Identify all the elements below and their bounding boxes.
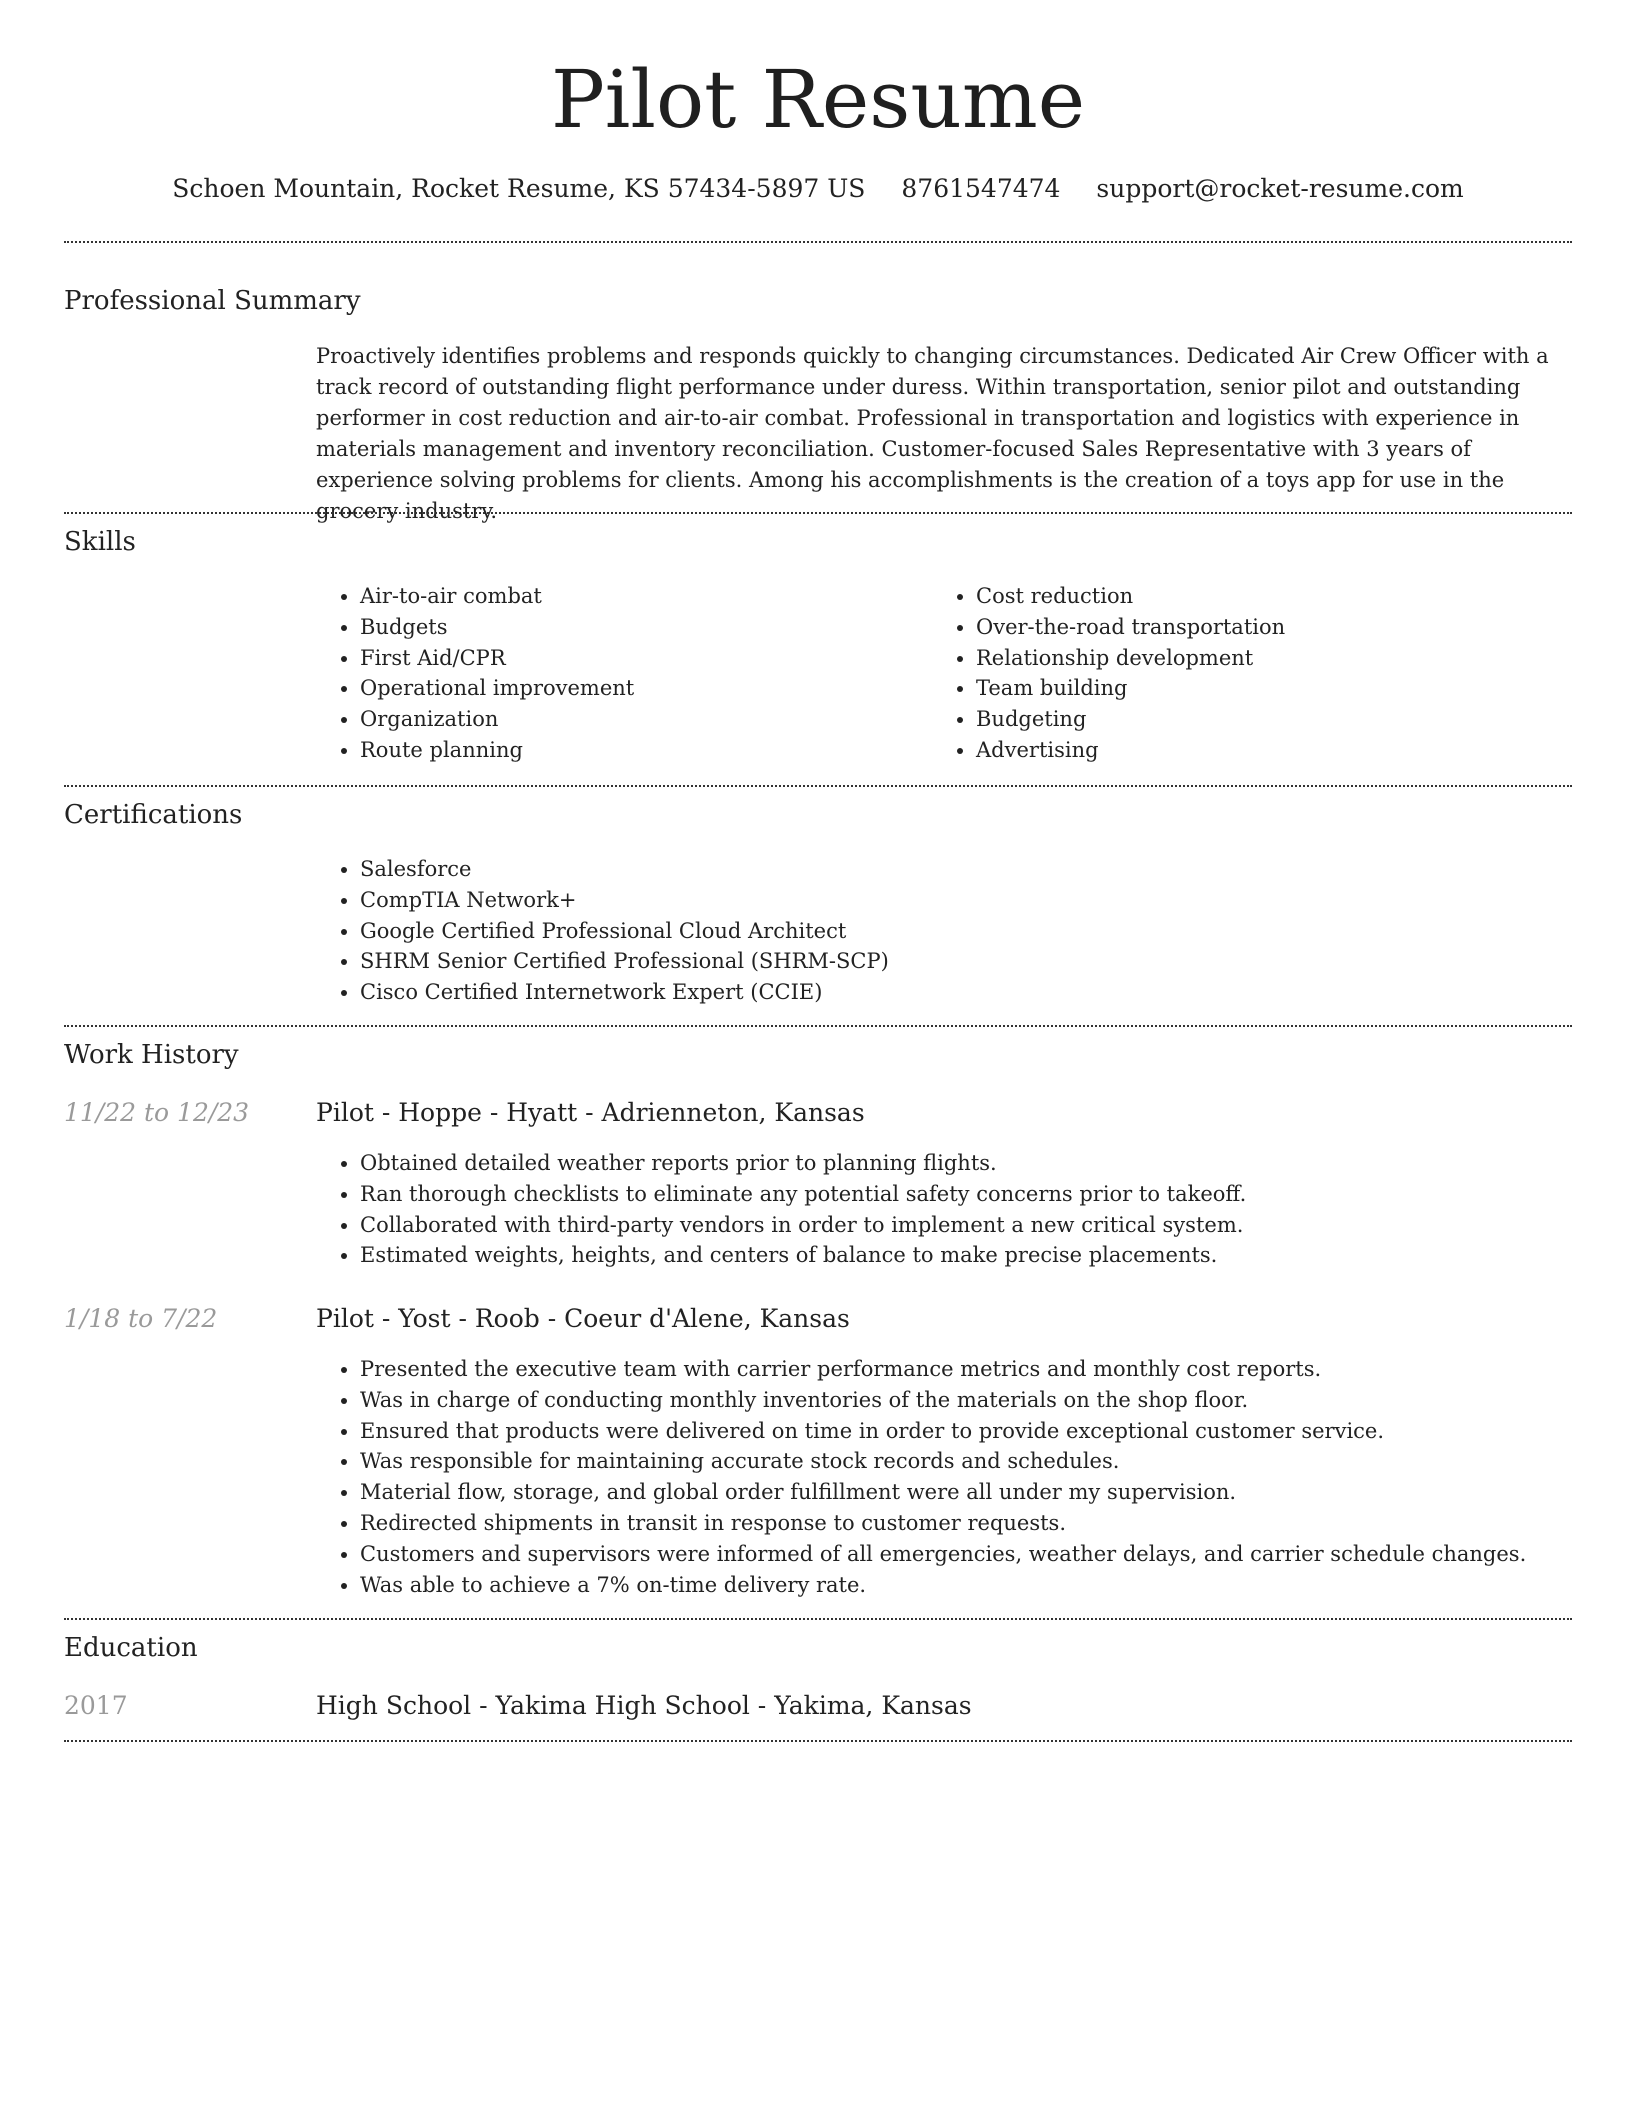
divider: [64, 512, 1572, 514]
contact-phone: 8761547474: [901, 174, 1061, 203]
divider: [64, 1618, 1572, 1620]
list-item: • Presented the executive team with carrier performance metrics and monthly cost reports.: [360, 1354, 1600, 1385]
list-item: • Collaborated with third-party vendors in order to implement a new critical system.: [360, 1210, 1560, 1241]
list-item: • Estimated weights, heights, and centers of balance to make precise placements.: [360, 1240, 1560, 1271]
list-item: • Was able to achieve a 7% on-time delivery rate.: [360, 1570, 1600, 1601]
skills-list-left: [316, 581, 920, 766]
list-item: • Organization: [360, 704, 920, 735]
divider: [64, 1740, 1572, 1742]
job-bullets: [316, 1354, 1600, 1600]
job-title: Pilot - Yost - Roob - Coeur d'Alene, Kansas: [316, 1304, 850, 1333]
education-title: High School - Yakima High School - Yakima, Kansas: [316, 1691, 972, 1720]
divider: [64, 1025, 1572, 1027]
list-item: • Material flow, storage, and global order fulfillment were all under my supervision.: [360, 1477, 1600, 1508]
summary-text: Proactively identifies problems and responds quickly to changing circumstances. Dedicated Air Crew Officer with a track record of outstanding flight performance under duress. Within transportation, senior pilot and outstanding performer in cost reduction and air-to-air combat. Professional in transportation and logistics with experience in materials management and inventory reconciliation. Customer-focused Sales Representative with 3 years of experience solving problems for clients. Among his accomplishments is the creation of a toys app for use in the grocery industry.: [316, 344, 1549, 523]
list-item: • Google Certified Professional Cloud Architect: [360, 916, 1560, 947]
contact-address: Schoen Mountain, Rocket Resume, KS 57434-5897 US: [172, 174, 866, 203]
list-item: • Relationship development: [976, 643, 1576, 674]
list-item: • Over-the-road transportation: [976, 612, 1576, 643]
job-dates: 11/22 to 12/23: [64, 1098, 250, 1127]
list-item: • Advertising: [976, 735, 1576, 766]
list-item: • Budgeting: [976, 704, 1576, 735]
divider: [64, 785, 1572, 787]
contact-line: [64, 172, 1572, 206]
contact-email[interactable]: support@rocket-resume.com: [1096, 174, 1464, 203]
job-title: Pilot - Hoppe - Hyatt - Adrienneton, Kansas: [316, 1098, 865, 1127]
list-item: • First Aid/CPR: [360, 643, 920, 674]
list-item: • Ran thorough checklists to eliminate any potential safety concerns prior to takeoff.: [360, 1179, 1560, 1210]
job-bullets: [316, 1148, 1560, 1271]
list-item: • Air-to-air combat: [360, 581, 920, 612]
list-item: • Route planning: [360, 735, 920, 766]
list-item: • Customers and supervisors were informed of all emergencies, weather delays, and carrier schedule changes.: [360, 1539, 1600, 1570]
list-item: • Ensured that products were delivered on time in order to provide exceptional customer service.: [360, 1416, 1600, 1447]
list-item: • Team building: [976, 673, 1576, 704]
list-item: • Was in charge of conducting monthly inventories of the materials on the shop floor.: [360, 1385, 1600, 1416]
education-year: 2017: [64, 1691, 128, 1720]
section-heading-skills: Skills: [64, 527, 136, 557]
section-heading-certifications: Certifications: [64, 800, 243, 830]
list-item: • Salesforce: [360, 854, 1560, 885]
list-item: • Was responsible for maintaining accurate stock records and schedules.: [360, 1446, 1600, 1477]
list-item: • Operational improvement: [360, 673, 920, 704]
resume-title: Pilot Resume: [550, 53, 1086, 146]
list-item: • CompTIA Network+: [360, 885, 1560, 916]
section-heading-education: Education: [64, 1633, 198, 1663]
job-dates: 1/18 to 7/22: [64, 1304, 218, 1333]
list-item: • Budgets: [360, 612, 920, 643]
list-item: • Obtained detailed weather reports prior to planning flights.: [360, 1148, 1560, 1179]
section-heading-summary: Professional Summary: [64, 286, 361, 316]
section-heading-work-history: Work History: [64, 1040, 239, 1070]
certifications-list: [316, 854, 1560, 1008]
list-item: • Redirected shipments in transit in response to customer requests.: [360, 1508, 1600, 1539]
skills-list-right: [932, 581, 1576, 766]
list-item: • Cisco Certified Internetwork Expert (CCIE): [360, 977, 1560, 1008]
list-item: • Cost reduction: [976, 581, 1576, 612]
list-item: • SHRM Senior Certified Professional (SHRM-SCP): [360, 946, 1560, 977]
divider: [64, 241, 1572, 243]
